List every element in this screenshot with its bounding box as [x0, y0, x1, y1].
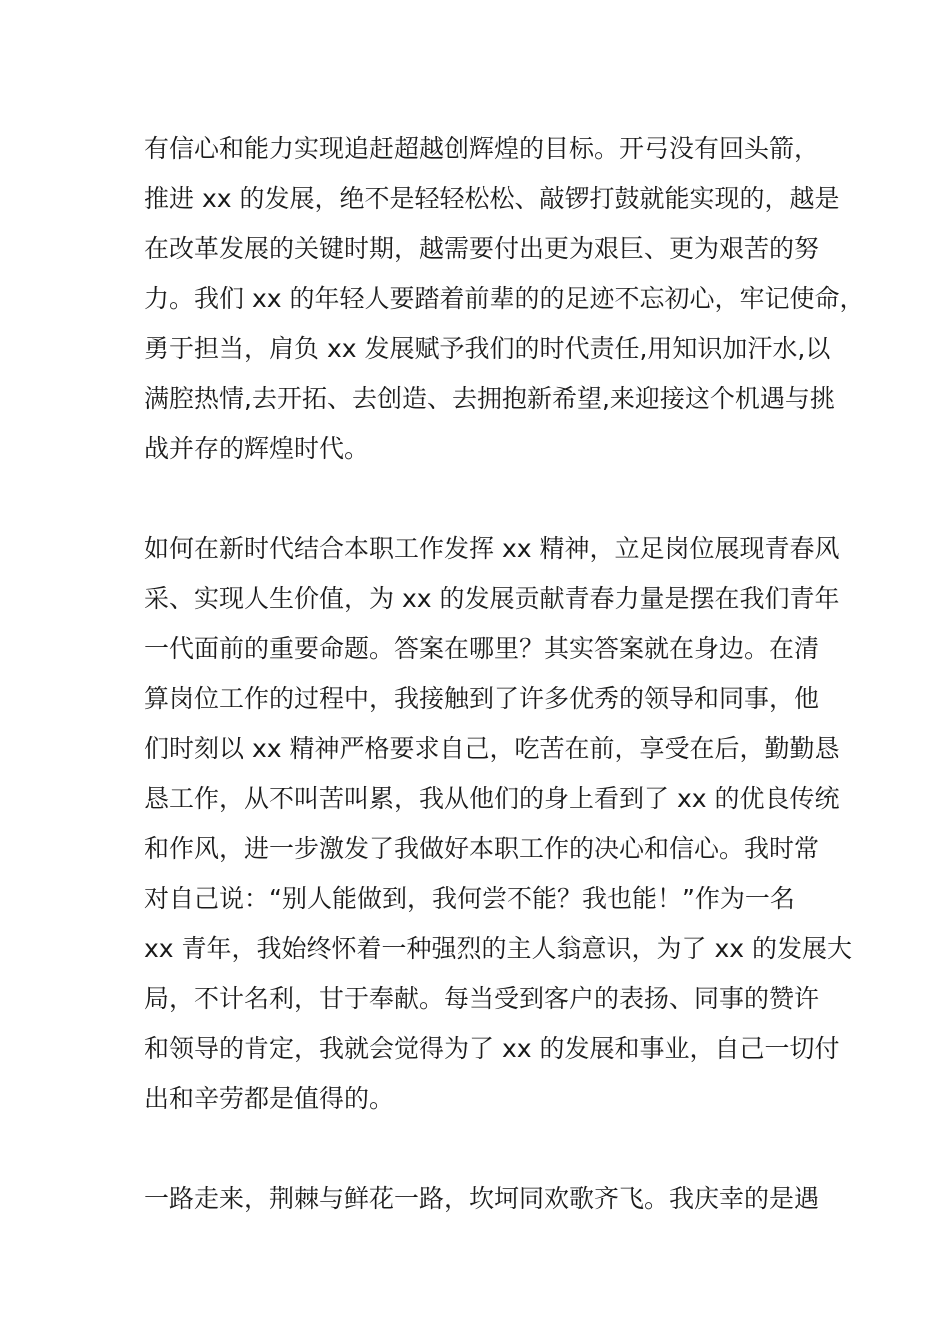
text-line: 如何在新时代结合本职工作发挥 xx 精神，立足岗位展现青春风 [144, 534, 840, 563]
text-line: 战并存的辉煌时代。 [144, 434, 370, 463]
text-line: 力。我们 xx 的年轻人要踏着前辈的的足迹不忘初心，牢记使命， [144, 284, 865, 313]
text-line: 对自己说：“别人能做到，我何尝不能？我也能！”作为一名 [144, 884, 795, 913]
text-line: 出和辛劳都是值得的。 [144, 1084, 395, 1113]
text-line: 在改革发展的关键时期，越需要付出更为艰巨、更为艰苦的努 [144, 234, 820, 263]
text-line: 和作风，进一步激发了我做好本职工作的决心和信心。我时常 [144, 834, 820, 863]
paragraph-3 [144, 1174, 824, 1224]
text-line: 采、实现人生价值，为 xx 的发展贡献青春力量是摆在我们青年 [144, 584, 840, 613]
text-line: 勇于担当，肩负 xx 发展赋予我们的时代责任,用知识加汗水,以 [144, 334, 831, 363]
paragraph-1 [144, 124, 865, 474]
text-line: 有信心和能力实现追赶超越创辉煌的目标。开弓没有回头箭， [144, 134, 820, 163]
text-line: xx 青年，我始终怀着一种强烈的主人翁意识，为了 xx 的发展大 [144, 934, 853, 963]
text-line: 推进 xx 的发展，绝不是轻轻松松、敲锣打鼓就能实现的，越是 [144, 184, 840, 213]
text-line: 们时刻以 xx 精神严格要求自己，吃苦在前，享受在后，勤勤恳 [144, 734, 840, 763]
text-line: 一路走来，荆棘与鲜花一路，坎坷同欢歌齐飞。我庆幸的是遇 [144, 1184, 820, 1213]
paragraph-2 [144, 524, 853, 1124]
text-line: 和领导的肯定，我就会觉得为了 xx 的发展和事业，自己一切付 [144, 1034, 840, 1063]
text-line: 满腔热情,去开拓、去创造、去拥抱新希望,来迎接这个机遇与挑 [144, 384, 835, 413]
text-line: 算岗位工作的过程中，我接触到了许多优秀的领导和同事，他 [144, 684, 820, 713]
text-line: 恳工作，从不叫苦叫累，我从他们的身上看到了 xx 的优良传统 [144, 784, 840, 813]
text-line: 一代面前的重要命题。答案在哪里？其实答案就在身边。在清 [144, 634, 820, 663]
text-line: 局，不计名利，甘于奉献。每当受到客户的表扬、同事的赞许 [144, 984, 820, 1013]
